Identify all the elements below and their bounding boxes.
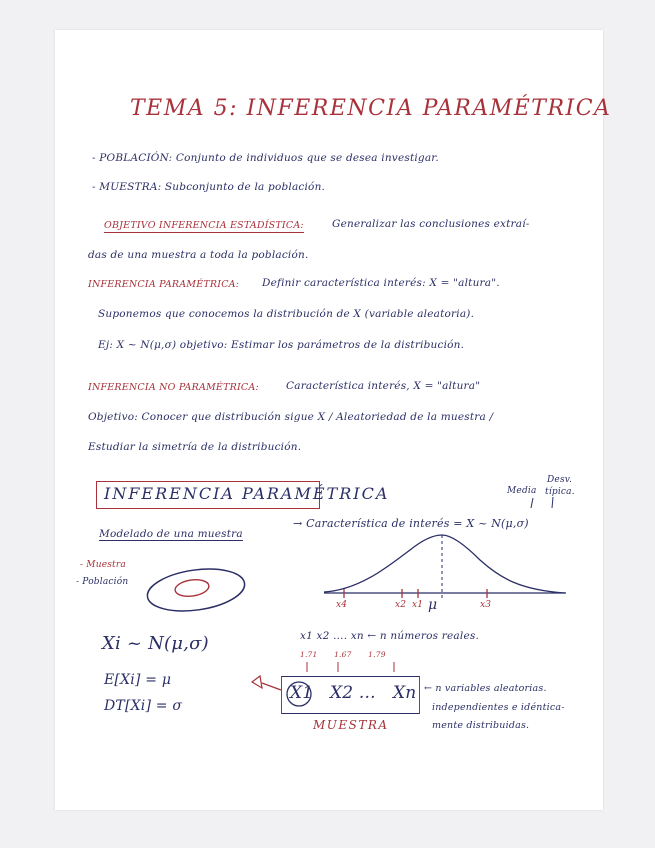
suponemos-line: Suponemos que conocemos la distribución de X (variable aleatoria). xyxy=(98,308,475,320)
desv-arrow xyxy=(552,497,553,508)
pointer-line xyxy=(262,683,281,690)
pointer-triangle xyxy=(252,676,262,688)
normal-curve xyxy=(324,535,565,593)
box-x2: X2 ... xyxy=(330,683,376,703)
no-parametrica-label: INFERENCIA NO PARAMÉTRICA: xyxy=(88,382,259,393)
objetivo-label: OBJETIVO INFERENCIA ESTADÍSTICA: xyxy=(104,220,304,231)
muestra-line: - MUESTRA: Subconjunto de la población. xyxy=(92,181,326,193)
modelado-heading: Modelado de una muestra xyxy=(99,528,243,540)
objetivo-2-line: Objetivo: Conocer que distribución sigue X / Aleatoriedad de la muestra / xyxy=(88,411,494,423)
n-variables-line: ← n variables aleatorias. xyxy=(424,683,547,694)
poblacion-ellipse xyxy=(145,563,248,616)
no-parametrica-text: Característica interés, X = "altura" xyxy=(286,380,481,392)
ejemplo-line: Ej: X ~ N(μ,σ) objetivo: Estimar los parámetros de la distribución. xyxy=(98,339,465,351)
objetivo-text: Generalizar las conclusiones extraí- xyxy=(332,218,530,230)
page-title: TEMA 5: INFERENCIA PARAMÉTRICA xyxy=(130,96,612,121)
muestra-ellipse xyxy=(174,578,210,599)
box-xn: Xn xyxy=(393,683,417,703)
media-arrow xyxy=(531,498,533,508)
legend-muestra: - Muestra xyxy=(80,560,126,570)
deviation-formula: DT[Xi] = σ xyxy=(104,698,183,714)
identicamente-line: mente distribuidas. xyxy=(432,720,530,731)
section-title: INFERENCIA PARAMÉTRICA xyxy=(104,484,390,503)
values-row: 1.71 1.67 1.79 xyxy=(300,650,386,659)
expectation-formula: E[Xi] = μ xyxy=(104,672,172,688)
caracteristica-line: → Característica de interés = X ~ N(μ,σ) xyxy=(293,517,529,530)
tipica-label: típica. xyxy=(545,487,575,497)
axis-label-mu: μ xyxy=(428,597,438,613)
axis-label-x1: x1 xyxy=(412,600,424,610)
media-label: Media xyxy=(507,486,537,496)
xs-row: x1 x2 .... xn ← n números reales. xyxy=(300,630,479,642)
desv-label: Desv. xyxy=(547,475,573,485)
poblacion-line: - POBLACIÓN: Conjunto de individuos que se desea investigar. xyxy=(92,152,439,164)
parametrica-label: INFERENCIA PARAMÉTRICA: xyxy=(88,279,240,290)
axis-label-x3: x3 xyxy=(480,600,492,610)
axis-label-x2: x2 xyxy=(395,600,407,610)
axis-label-x4: x4 xyxy=(336,600,348,610)
objetivo-text-2: das de una muestra a toda la población. xyxy=(88,249,309,261)
independientes-line: independientes e idéntica- xyxy=(432,702,565,713)
xi-distribution: Xi ~ N(μ,σ) xyxy=(102,633,209,654)
parametrica-text: Definir característica interés: X = "altura". xyxy=(262,277,500,289)
estudiar-line: Estudiar la simetría de la distribución. xyxy=(88,441,302,453)
box-x1: X1 xyxy=(290,683,314,703)
muestra-label: MUESTRA xyxy=(313,718,389,732)
x1-circle xyxy=(287,682,314,706)
legend-poblacion: - Población xyxy=(76,577,129,587)
